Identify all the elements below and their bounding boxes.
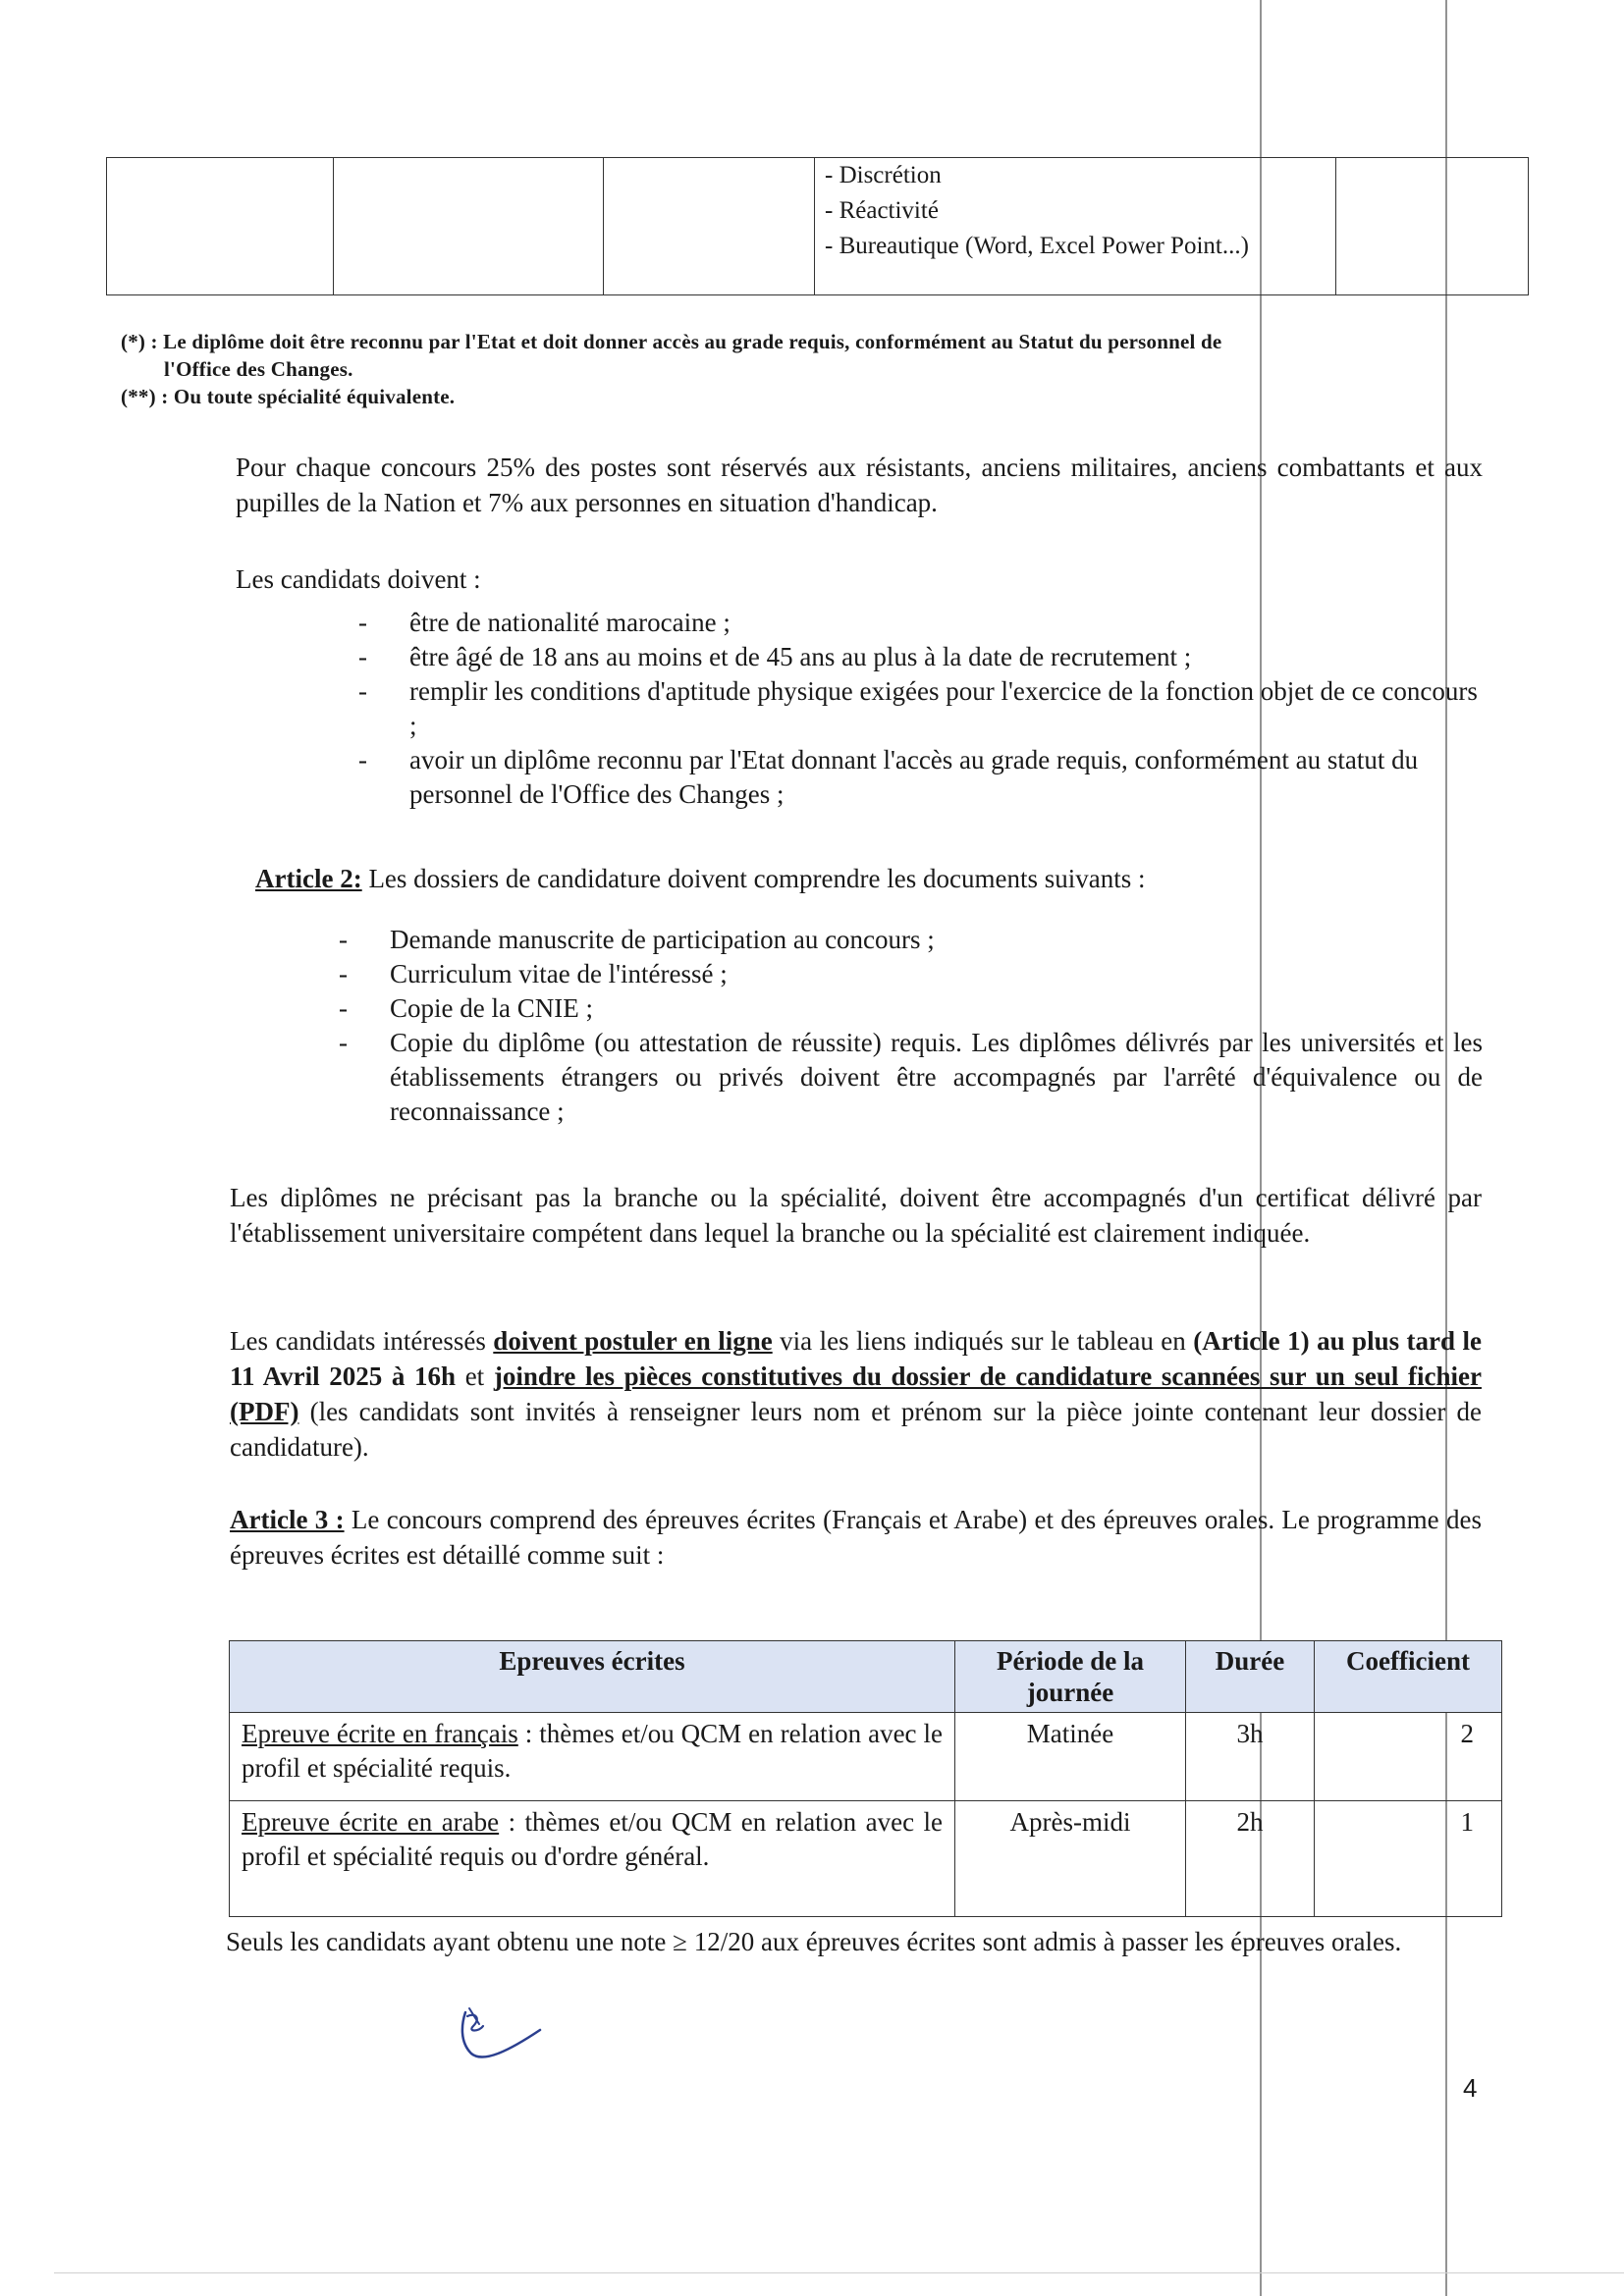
deadline: (Article 1) au plus tard le 11 Avril 2025 à 16h: [230, 1326, 1482, 1391]
article-2-text: Les dossiers de candidature doivent comprendre les documents suivants :: [361, 864, 1146, 893]
article-3-paragraph: [230, 1502, 1482, 1573]
article-2-label: Article 2:: [255, 864, 362, 893]
list-item: - Demande manuscrite de participation au concours ;: [339, 923, 1483, 957]
article-3-text: Le concours comprend des épreuves écrites (Français et Arabe) et des épreuves orales. Le programme des épreuves écrites est détaillé comme suit :: [230, 1505, 1482, 1570]
conditions-intro: Les candidats doivent :: [236, 564, 481, 594]
skill-item: - Bureautique (Word, Excel Power Point...): [825, 229, 1287, 264]
list-item: - être âgé de 18 ans au moins et de 45 ans au plus à la date de recrutement ;: [358, 640, 1483, 674]
text-span: (les candidats sont invités à renseigner leurs nom et prénom sur la pièce jointe contenant leur dossier de candidature).: [230, 1397, 1482, 1462]
table-cell-empty: [604, 158, 815, 295]
epreuves-table: [229, 1640, 1502, 1917]
skill-item: - Réactivité: [825, 193, 1335, 229]
list-item: - Copie du diplôme (ou attestation de réussite) requis. Les diplômes délivrés par les universités et les établissements étrangers ou privés doivent être accompagnés par l'arrêté d'équivalence ou de reconnaissance ;: [339, 1026, 1483, 1129]
page-number: 4: [1463, 2073, 1478, 2103]
table-cell-empty: [334, 158, 604, 295]
diplomes-paragraph: Les diplômes ne précisant pas la branche ou la spécialité, doivent être accompagnés d'un certificat délivré par l'établissement universitaire compétent dans lequel la branche ou la spécialité est clairement indiquée.: [230, 1183, 1482, 1248]
text-span: via les liens indiqués sur le tableau en: [772, 1326, 1194, 1356]
duree-cell: 2h: [1186, 1801, 1315, 1917]
postuler-en-ligne: doivent postuler en ligne: [493, 1326, 773, 1356]
epreuve-title: Epreuve écrite en arabe: [242, 1807, 500, 1837]
page-bottom-rule: [54, 2272, 1624, 2273]
table-row: [230, 1713, 1502, 1801]
skill-item: - Discrétion: [825, 158, 1335, 193]
list-item: - avoir un diplôme reconnu par l'Etat donnant l'accès au grade requis, conformément au statut du personnel de l'Office des Changes ;: [358, 743, 1483, 812]
note-paragraph: Seuls les candidats ayant obtenu une note ≥ 12/20 aux épreuves écrites sont admis à passer les épreuves orales.: [226, 1927, 1402, 1956]
table-row: [230, 1801, 1502, 1917]
table-header-row: [230, 1641, 1502, 1713]
postuler-paragraph: [230, 1323, 1482, 1465]
article-2-heading: [255, 861, 1145, 896]
documents-list: [339, 923, 1483, 1129]
table-cell-empty: [107, 158, 334, 295]
coefficient-cell: 2: [1315, 1713, 1502, 1801]
skills-list: [815, 158, 1335, 264]
header-coefficient: Coefficient: [1315, 1641, 1502, 1713]
list-item: - remplir les conditions d'aptitude physique exigées pour l'exercice de la fonction objet de ce concours ;: [358, 674, 1483, 743]
quota-paragraph: Pour chaque concours 25% des postes sont réservés aux résistants, anciens militaires, anciens combattants et aux pupilles de la Nation et 7% aux personnes en situation d'handicap.: [236, 453, 1483, 517]
skills-cell: [815, 158, 1336, 295]
table-cell-empty: [1336, 158, 1529, 295]
epreuve-desc: : thèmes et/ou QCM en relation avec le profil et spécialité requis.: [242, 1719, 943, 1783]
footnote-diplome-cont: l'Office des Changes.: [164, 357, 353, 381]
list-item: - Copie de la CNIE ;: [339, 991, 1483, 1026]
conditions-list: [358, 606, 1483, 812]
header-duree: Durée: [1186, 1641, 1315, 1713]
list-item: - être de nationalité marocaine ;: [358, 606, 1483, 640]
header-epreuves: Epreuves écrites: [230, 1641, 955, 1713]
periode-cell: Matinée: [955, 1713, 1186, 1801]
signature-mark: [454, 2002, 552, 2071]
footnotes: [121, 328, 1618, 410]
duree-cell: 3h: [1186, 1713, 1315, 1801]
epreuve-title: Epreuve écrite en français: [242, 1719, 518, 1748]
coefficient-cell: 1: [1315, 1801, 1502, 1917]
article-3-label: Article 3 :: [230, 1505, 345, 1534]
header-periode: Période de la journée: [955, 1641, 1186, 1713]
periode-cell: Après-midi: [955, 1801, 1186, 1917]
epreuve-cell: [230, 1801, 955, 1917]
epreuve-cell: [230, 1713, 955, 1801]
footnote-specialite: (**) : Ou toute spécialité équivalente.: [121, 385, 456, 408]
text-span: Les candidats intéressés: [230, 1326, 494, 1356]
footnote-diplome: (*) : Le diplôme doit être reconnu par l'Etat et doit donner accès au grade requis, conformément au Statut du personnel de: [121, 330, 1222, 353]
text-span: et: [456, 1362, 494, 1391]
profile-table-continuation: [106, 157, 1529, 295]
list-item: - Curriculum vitae de l'intéressé ;: [339, 957, 1483, 991]
epreuve-desc: : thèmes et/ou QCM en relation avec le profil et spécialité requis ou d'ordre général.: [242, 1807, 943, 1871]
pdf-requirement: joindre les pièces constitutives du dossier de candidature scannées sur un seul fichier (PDF): [230, 1362, 1482, 1426]
